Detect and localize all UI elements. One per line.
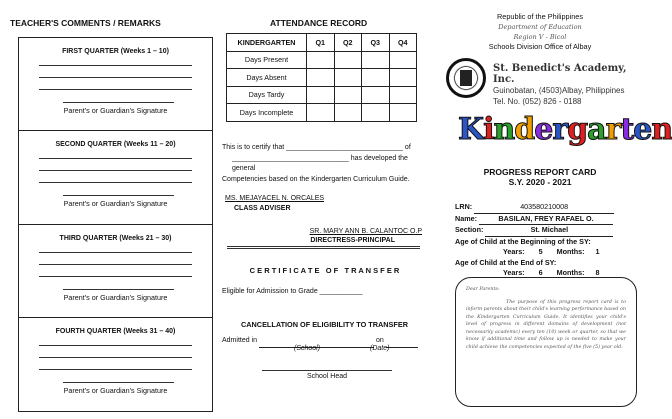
comment-line <box>39 369 192 370</box>
attendance-cell <box>389 69 417 87</box>
logo-letter: g <box>567 112 588 147</box>
attendance-cell <box>362 69 390 87</box>
school-name: St. Benedict's Academy, Inc. <box>493 63 627 85</box>
end-years: 6 <box>538 268 543 277</box>
signature-line <box>63 102 174 103</box>
student-info <box>455 202 630 279</box>
school-head-label: School Head <box>306 373 348 380</box>
age-end-label: Age of Child at the End of SY: <box>455 257 557 267</box>
table-row <box>227 86 417 104</box>
certify-line: ______________________________ has developed the general <box>232 154 408 172</box>
table-header: Q1 <box>307 34 335 52</box>
certify-line: Competencies based on the Kindergarten Curriculum Guide. <box>222 175 410 183</box>
signature-label: Parent's or Guardian's Signature <box>63 106 168 115</box>
months-label: Months: <box>556 268 585 277</box>
signature-line <box>63 289 174 290</box>
attendance-table <box>226 33 417 122</box>
table-row <box>227 51 417 69</box>
comment-line <box>39 252 192 253</box>
on-label: on <box>375 337 384 344</box>
attendance-cell <box>389 86 417 104</box>
begin-years: 5 <box>538 247 543 256</box>
row-label: Days Present <box>227 51 307 69</box>
school-year: S.Y. 2020 - 2021 <box>508 177 572 187</box>
lrn-value: 403580210008 <box>474 202 614 214</box>
principal-name: SR. MARY ANN B. CALANTOC O.P <box>309 227 422 235</box>
comment-line <box>39 264 192 265</box>
signature-label: Parent's or Guardian's Signature <box>63 386 168 395</box>
parents-letter <box>455 277 637 407</box>
comment-line <box>39 158 192 159</box>
months-label: Months: <box>556 247 585 256</box>
begin-months: 1 <box>595 247 600 256</box>
logo-letter: n <box>493 112 515 147</box>
logo-letter: K <box>458 112 484 147</box>
comment-line <box>39 357 192 358</box>
comment-line <box>39 276 192 277</box>
adviser-title: CLASS ADVISER <box>234 204 291 212</box>
school-tel: Tel. No. (052) 826 - 0188 <box>493 97 582 106</box>
letter-body: The purpose of this progress report card is to inform parents about their child's learning performance based on the Kindergarten Curriculum Guide. It identifies your child's level of progress in different domains of development (not necessarily academic) every ten (10) week or quarter, so that we know if additional time and follow up is needed to make your child achieve the competencies expected of the five (5) year old. <box>466 299 626 350</box>
attendance-cell <box>334 86 362 104</box>
deped: Department of Education <box>498 23 582 31</box>
head-signature-line <box>262 370 392 371</box>
logo-letter: e <box>534 112 553 147</box>
admitted-label: Admitted in <box>222 337 258 344</box>
years-label: Years: <box>503 268 525 277</box>
signature-line <box>63 195 174 196</box>
letter-greeting: Dear Parents: <box>466 287 500 292</box>
adviser-name: MS. MEJAYACEL N. ORCALES <box>225 195 325 202</box>
admitted-line <box>222 336 427 348</box>
logo-letter: t <box>620 112 634 147</box>
quarter-title: THIRD QUARTER (Weeks 21 – 30) <box>59 235 172 242</box>
comments-title: TEACHER'S COMMENTS / REMARKS <box>10 18 161 28</box>
end-months: 8 <box>595 268 600 277</box>
republic: Republic of the Philippines <box>497 12 583 21</box>
signature-label: Parent's or Guardian's Signature <box>63 293 168 302</box>
logo-letter: d <box>514 112 535 147</box>
comment-line <box>39 182 192 183</box>
comment-line <box>39 77 192 78</box>
signature-label: Parent's or Guardian's Signature <box>63 199 168 208</box>
attendance-cell <box>334 104 362 122</box>
quarter-section <box>19 318 212 411</box>
attendance-cell <box>334 51 362 69</box>
kindergarten-logo <box>458 112 672 147</box>
transfer-title: C E R T I F I C A T E O F T R A N S F E R <box>249 266 400 275</box>
quarter-title: FIRST QUARTER (Weeks 1 – 10) <box>62 48 169 55</box>
division: Schools Division Office of Albay <box>488 42 592 51</box>
attendance-cell <box>389 51 417 69</box>
region: Region V - Bicol <box>513 33 567 41</box>
logo-letter: r <box>605 112 621 147</box>
attendance-cell <box>389 104 417 122</box>
attendance-title: ATTENDANCE RECORD <box>270 18 368 28</box>
section-value: St. Michael <box>485 225 613 237</box>
attendance-cell <box>362 51 390 69</box>
gov-header <box>440 12 640 52</box>
quarter-section <box>19 225 212 318</box>
logo-letter: a <box>587 112 606 147</box>
attendance-cell <box>362 86 390 104</box>
logo-letter: e <box>633 112 652 147</box>
attendance-cell <box>362 104 390 122</box>
attendance-cell <box>334 69 362 87</box>
row-label: Days Tardy <box>227 86 307 104</box>
comment-line <box>39 345 192 346</box>
principal-title: DIRECTRESS-PRINCIPAL <box>310 237 395 244</box>
cancel-title: CANCELLATION OF ELIGIBILITY TO TRANSFER <box>240 320 409 329</box>
comment-line <box>39 89 192 90</box>
years-label: Years: <box>503 247 525 256</box>
table-header: Q3 <box>362 34 390 52</box>
row-label: Days Absent <box>227 69 307 87</box>
section-label: Section: <box>455 225 484 234</box>
row-label: Days Incomplete <box>227 104 307 122</box>
comment-line <box>39 65 192 66</box>
attendance-cell <box>307 104 335 122</box>
logo-letter: n <box>651 112 672 147</box>
logo-letter: i <box>483 112 494 147</box>
date-caption: (Date) <box>370 345 390 352</box>
table-row <box>227 69 417 87</box>
attendance-cell <box>307 51 335 69</box>
name-value: BASILAN, FREY RAFAEL O. <box>479 214 613 226</box>
attendance-cell <box>307 69 335 87</box>
logo-letter: r <box>552 112 568 147</box>
quarter-title: SECOND QUARTER (Weeks 11 – 20) <box>55 141 176 148</box>
table-header: Q2 <box>334 34 362 52</box>
certify-line: This is to certify that ______________________________ of <box>222 144 411 151</box>
school-address: Guinobatan, (4503)Albay, Philippines <box>493 86 625 95</box>
table-row <box>227 104 417 122</box>
quarter-section <box>19 131 212 225</box>
attendance-cell <box>307 86 335 104</box>
comment-line <box>39 170 192 171</box>
name-label: Name: <box>455 213 477 223</box>
comments-box <box>18 37 213 412</box>
lrn-label: LRN: <box>455 202 473 211</box>
school-seal-icon <box>446 58 486 98</box>
school-caption: (School) <box>294 345 321 352</box>
signature-line <box>63 382 174 383</box>
school-info <box>493 63 640 107</box>
card-title <box>440 167 640 187</box>
table-header: KINDERGARTEN <box>227 34 307 52</box>
card-title-text: PROGRESS REPORT CARD <box>483 167 597 177</box>
quarter-title: FOURTH QUARTER (Weeks 31 – 40) <box>55 328 176 335</box>
certification <box>222 143 427 245</box>
table-header: Q4 <box>389 34 417 52</box>
quarter-section <box>19 38 212 131</box>
eligible-line: Eligible for Admission to Grade ___________ <box>222 288 363 295</box>
divider <box>227 246 420 249</box>
age-begin-label: Age of Child at the Beginning of the SY: <box>455 236 591 246</box>
